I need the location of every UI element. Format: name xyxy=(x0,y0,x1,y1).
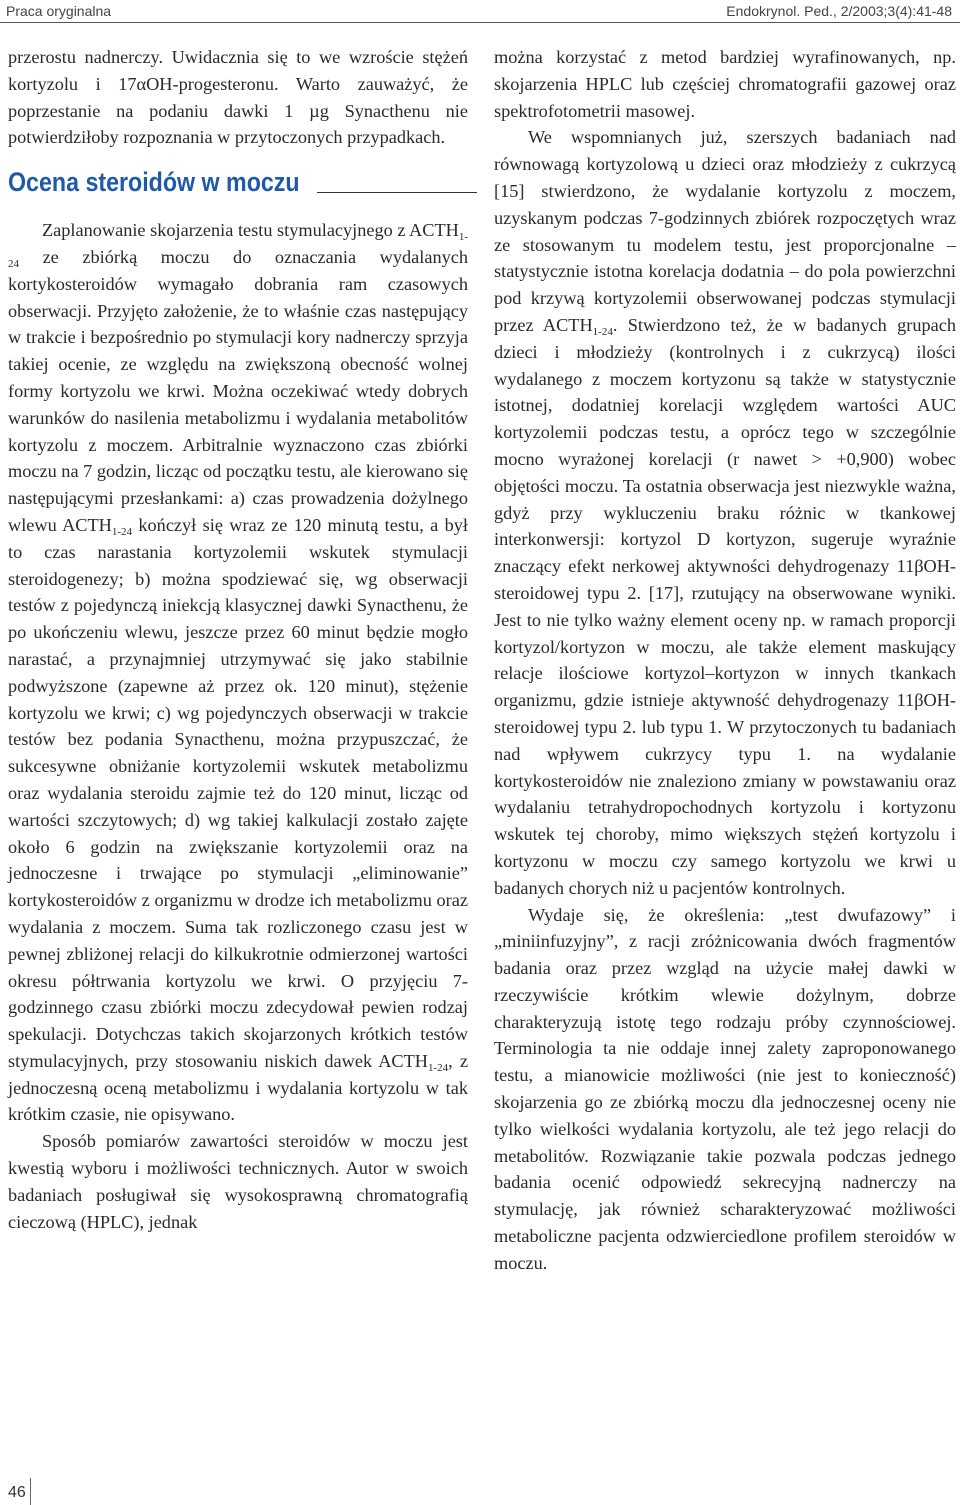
subscript: 1-24 xyxy=(428,1061,449,1074)
text-run: We wspomnianych już, szerszych badaniach nad równowagą kortyzolową u dzieci oraz młodzieży z cukrzycą [15] stwierdzono, że wydalanie kortyzolu z moczem, uzyskanym podczas 7-godzinnych zbiórek rozpoczętych wraz ze stosowanym tu modelem testu, jest proporcjonalne – statystycznie istotna korelacja dodatnia – do pola powierzchni pod krzywą kortyzolemii obserwowanej podczas stymulacji przez ACTH xyxy=(494,127,956,335)
right-column xyxy=(494,44,956,1277)
subscript: 1-24 xyxy=(592,325,613,338)
text-run: , z jednoczesną oceną metabolizmu i wydalania kortyzolu w tak krótkim czasie, nie opisywano. xyxy=(8,1050,468,1125)
text-run: ze zbiórką moczu do oznaczania wydalanych kortykosteroidów wymagało dobrania ram czasowych obserwacji. Przyjęto założenie, że to właśnie czas następujący w trakcie i bezpośrednio po stymulacji kory nadnerczy sprzyja takiej ocenie, ze względu na zwiększoną obecność wolnej formy kortyzolu we krwi. Można oczekiwać wtedy dobrych warunków do nasilenia metabolizmu i wydalania metabolitów kortyzolu z moczem. Arbitralnie wyznaczono czas zbiórki moczu na 7 godzin, licząc od początku testu, ale kierowano się następującymi przesłankami: a) czas prowadzenia dożylnego wlewu ACTH xyxy=(8,246,468,535)
subscript: 1-24 xyxy=(111,525,133,538)
text-run: Zaplanowanie skojarzenia testu stymulacyjnego z ACTH xyxy=(42,220,459,241)
text-run: . Stwierdzono też, że w badanych grupach dzieci i młodzieży (kontrolnych i z cukrzycą) ilości wydalanego z moczem kortyzonu są także w statystycznie istotnej, dodatniej korelacji względem wartości AUC kortyzolemii podczas testu, a oprócz tego w szczególnie mocno wyrażonej korelacji (r nawet > +0,900) wobec objętości moczu. Ta ostatnia obserwacja jest niezwykle ważna, gdyż przy wykluczeniu braku różnic w tkankowej interkonwersji: kortyzol D kortyzon, sugeruje wyraźnie znaczący efekt nerkowej aktywności dehydrogenazy 11βOH-steroidowej typu 2. [17], rzutujący na obserwowane wyniki. Jest to nie tylko ważny element oceny np. w ramach proporcji kortyzol/kortyzon w moczu, ale także element maskujący relacje ilościowe kortyzol–kortyzon w innych tkankach organizmu, gdzie istnieje aktywność dehydrogenazy 11βOH-steroidowej typu 2. lub typu 1. W przytoczonych tu badaniach nad wpływem cukrzycy typu 1. na wydalanie kortykosteroidów nie znaleziono zmiany w powstawaniu oraz wydalaniu tetrahydropochodnych kortyzolu i kortyzonu wskutek tej choroby, mimo większych stężeń kortyzolu i kortyzonu w moczu czy samego kortyzolu we krwi u badanych chorych niż u pacjentów kontrolnych. xyxy=(494,314,956,898)
section-rule xyxy=(317,192,477,193)
paragraph-method xyxy=(8,217,468,1128)
paragraph-intro: przerostu nadnerczy. Uwidacznia się to we wzroście stężeń kortyzolu i 17αOH-progesteronu. Warto zauważyć, że poprzestanie na podaniu dawki 1 µg Synacthenu nie potwierdziłoby rozpoznania w przytoczonych przypadkach. xyxy=(8,47,468,148)
paragraph-terminology: Wydaje się, że określenia: „test dwufazowy” i „miniinfuzyjny”, z racji zróżnicowania dwóch fragmentów badania oraz przez wzgląd na użycie małej dawki w rzeczywiście krótkim wlewie dożylnym, dobrze charakteryzują istotę tego rodzaju próby czynnościowej. Terminologia ta nie oddaje innej zalety zaproponowanego testu, a mianowicie możliwości (nie jest to konieczność) skojarzenia go ze zbiórką moczu dla jednoczesnej oceny nie tylko wielkości wydalania kortyzolu, ale też jego relacji do metabolitów. Rozwiązanie takie pozwala podczas jednego badania ocenić odpowiedź sekrecyjną nadnerczy na stymulację, jak również scharakteryzować możliwości metaboliczne pacjenta odzwierciedlone profilem steroidów w moczu. xyxy=(494,904,956,1273)
header-article-type: Praca oryginalna xyxy=(6,3,112,19)
left-column xyxy=(8,44,468,1235)
paragraph-continuation: można korzystać z metod bardziej wyrafinowanych, np. skojarzenia HPLC lub częściej chromatografii gazowej oraz spektrofotometrii masowej. xyxy=(494,47,956,121)
text-run: kończył się wraz ze 120 minutą testu, a był to czas narastania kortyzolemii wskutek stymulacji steroidogenezy; b) można spodziewać się, wg obserwacji testów z pojedynczą iniekcją klasycznej dawki Synacthenu, że po ukończeniu wlewu, jeszcze przez 60 minut będzie mogło narastać, a przynajmniej utrzymywać się jako stabilnie podwyższone (zapewne aż przez ok. 120 minut), stężenie kortyzolu we krwi; c) wg pojedynczych obserwacji w trakcie testów bez podania Synacthenu, można przypuszczać, że sukcesywne obniżanie kortyzolemii wskutek metabolizmu oraz wydalania steroidu zajmie też do 120 minut, licząc od wartości szczytowych; d) wg takiej kalkulacji zostało zajęte około 6 godzin na zwiększanie kortyzolemii oraz na jednoczesne i trwające po stymulacji „eliminowanie” kortykosteroidów z organizmu w drodze ich metabolizmu oraz wydalania z moczem. Suma tak rozliczonego czasu jest w pewnej zbliżonej relacji do kilkukrotnie odmierzonej wartości okresu półtrwania kortyzolu we krwi. O przyjęciu 7-godzinnego czasu zbiórki moczu zdecydował pewien rodzaj spekulacji. Dotychczas takich skojarzonych krótkich testów stymulacyjnych, przy stosowaniu niskich dawek ACTH xyxy=(8,514,468,1071)
header-journal-citation: Endokrynol. Ped., 2/2003;3(4):41-48 xyxy=(726,3,952,19)
section-heading xyxy=(8,165,468,199)
section-title: Ocena steroidów w moczu xyxy=(8,167,300,198)
paragraph-measurement: Sposób pomiarów zawartości steroidów w moczu jest kwestią wyboru i możliwości technicznych. Autor w swoich badaniach posługiwał się wysokosprawną chromatografią cieczową (HPLC), jednak xyxy=(8,1131,468,1232)
page-number: 46 xyxy=(8,1484,26,1501)
subscript: 1-24 xyxy=(8,231,468,270)
page-number-divider xyxy=(30,1478,31,1505)
running-header xyxy=(0,0,960,23)
paragraph-diabetes-study xyxy=(494,124,956,901)
